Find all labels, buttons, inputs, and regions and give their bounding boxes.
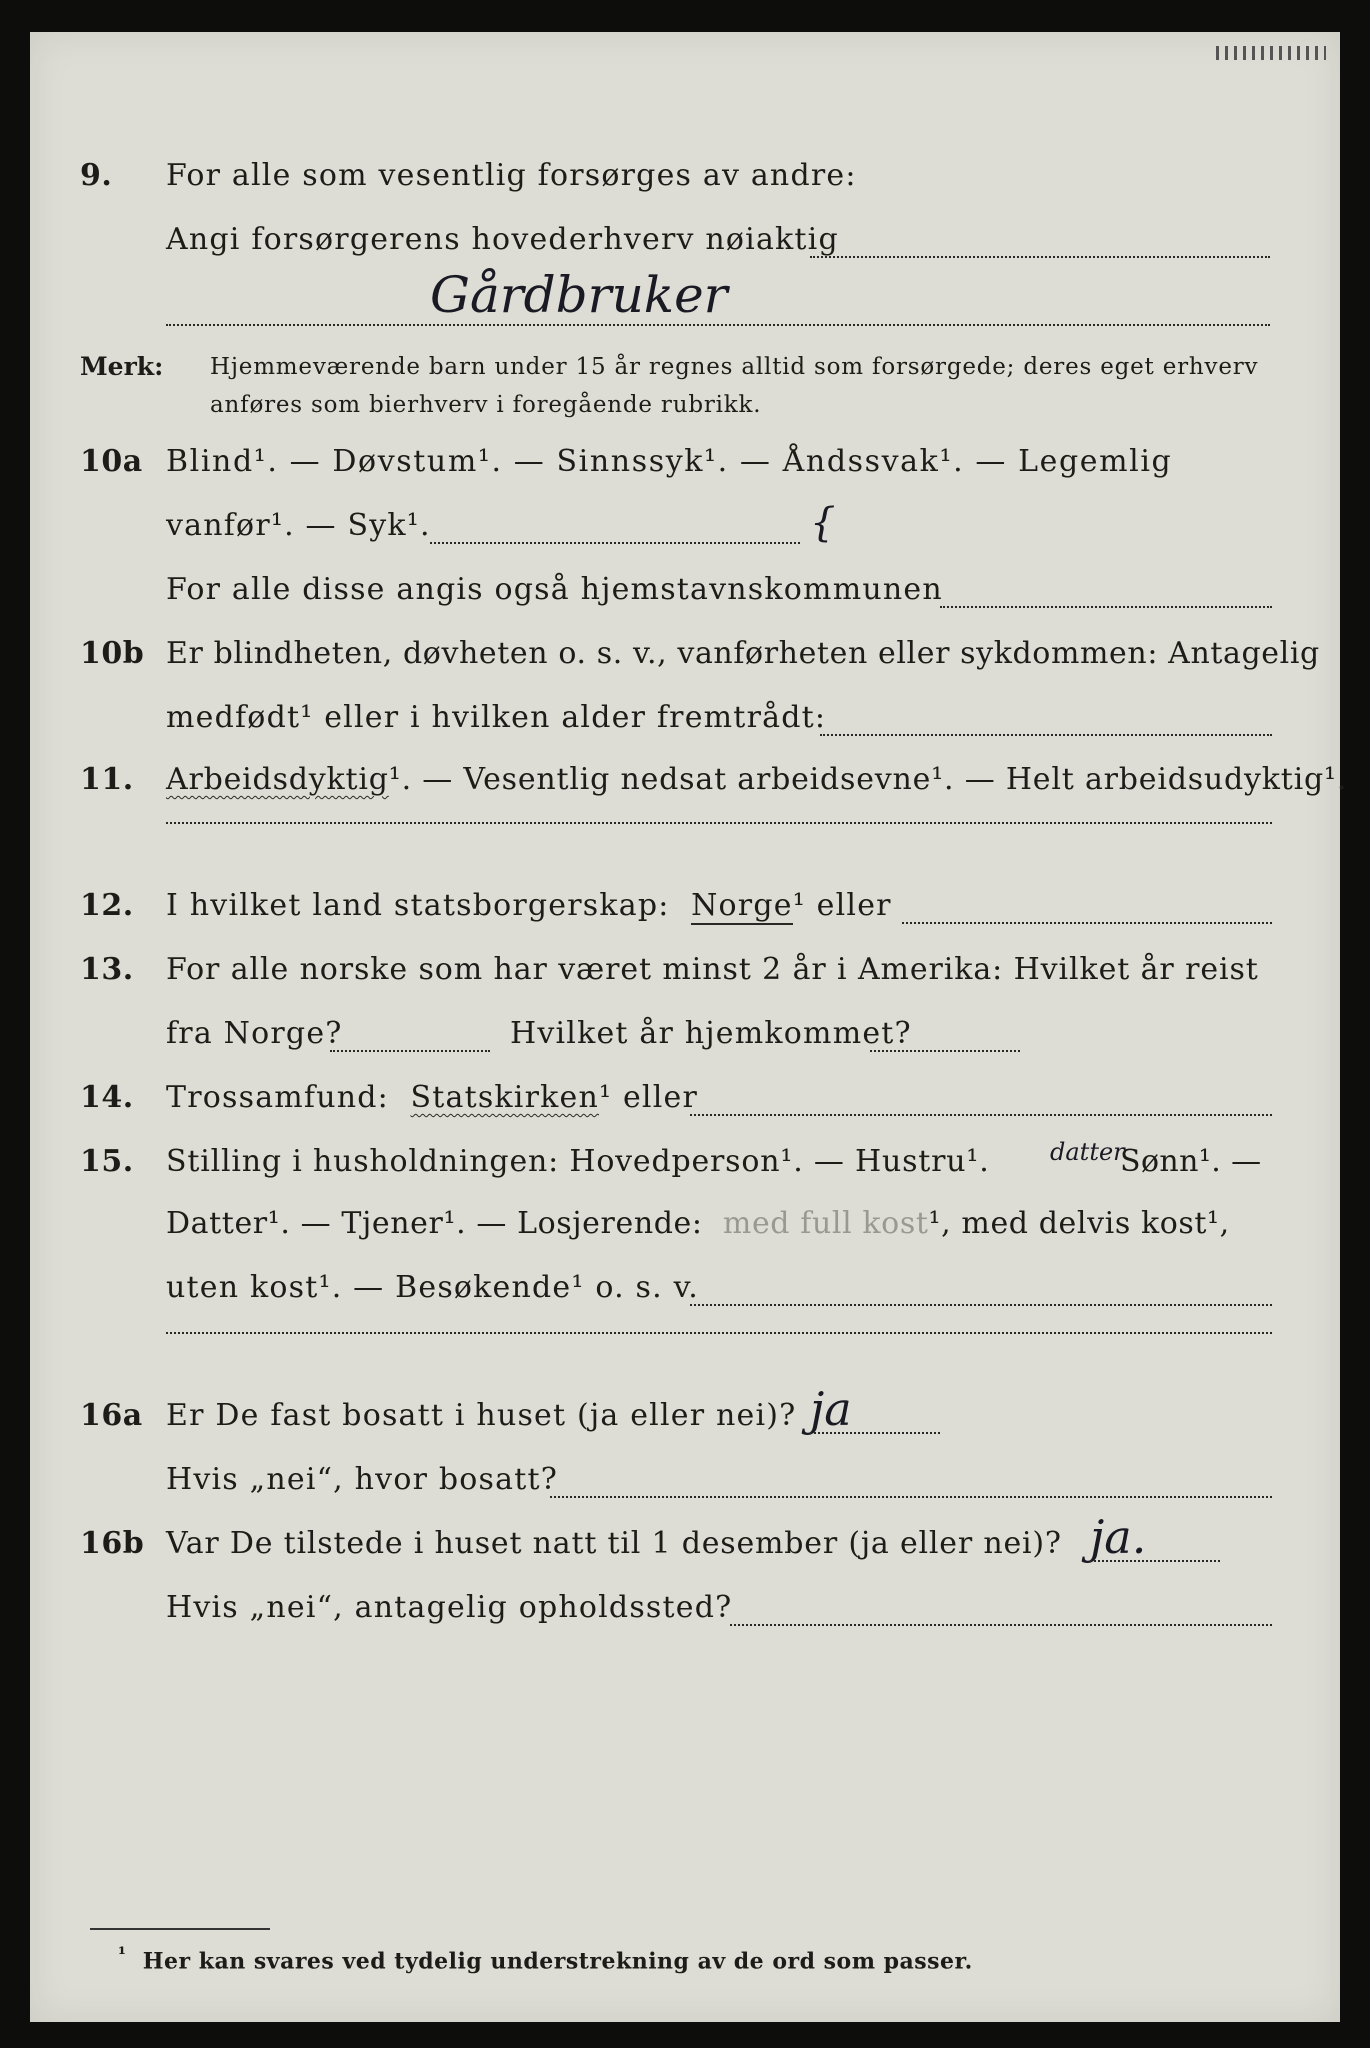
question-number: 11.	[80, 762, 134, 797]
question-15-line3	[30, 1262, 1340, 1318]
question-text	[166, 1080, 698, 1115]
answer-line[interactable]	[902, 922, 1272, 924]
question-15-line2	[30, 1198, 1340, 1254]
note-label: Merk:	[80, 352, 164, 381]
question-number: 12.	[80, 888, 134, 923]
selected-option[interactable]: Arbeidsdyktig	[166, 762, 389, 797]
question-16b	[30, 1510, 1340, 1574]
question-9	[30, 150, 1340, 206]
question-text: Angi forsørgerens hovederhverv nøiaktig	[166, 222, 839, 257]
question-text: fra Norge?	[166, 1016, 343, 1051]
question-10a-line3	[30, 564, 1340, 620]
footnote-text: Her kan svares ved tydelig understrekning av de ord som passer.	[142, 1948, 973, 1975]
handwritten-answer: ja	[810, 1382, 852, 1436]
question-text	[166, 1206, 1230, 1241]
question-9-answer	[30, 266, 1340, 328]
question-16a	[30, 1382, 1340, 1446]
answer-line[interactable]	[940, 606, 1272, 608]
question-text: Er blindheten, døvheten o. s. v., vanførheten eller sykdommen: Antagelig	[166, 636, 1320, 671]
question-text: vanfør¹. — Syk¹.	[166, 508, 431, 543]
question-number: 14.	[80, 1080, 134, 1115]
question-text: Hvis „nei“, antagelig opholdssted?	[166, 1590, 733, 1625]
answer-line[interactable]	[166, 1332, 1272, 1334]
question-text: Hvilket år hjemkommet?	[510, 1016, 912, 1051]
question-13-line2	[30, 1008, 1340, 1064]
brace-mark: {	[810, 500, 836, 546]
question-text-pre: Datter¹. — Tjener¹. — Losjerende:	[166, 1206, 703, 1241]
question-number: 13.	[80, 952, 134, 987]
answer-line-reist[interactable]	[330, 1050, 490, 1052]
question-10b-line2	[30, 692, 1340, 748]
question-text: Er De fast bosatt i huset (ja eller nei)?	[166, 1398, 797, 1433]
answer-line[interactable]	[820, 734, 1272, 736]
footnote-mark: ¹	[118, 1944, 127, 1965]
question-text: Var De tilstede i huset natt til 1 desember (ja eller nei)?	[166, 1526, 1062, 1561]
question-text: Sønn¹. —	[1120, 1144, 1262, 1179]
answer-line[interactable]	[810, 1432, 940, 1434]
question-10a	[30, 436, 1340, 492]
question-16a-line2	[30, 1454, 1340, 1510]
question-text: Stilling i husholdningen: Hovedperson¹. — Hustru¹.	[166, 1144, 990, 1179]
question-text-post: ¹ eller	[599, 1080, 699, 1115]
answer-line[interactable]	[1090, 1560, 1220, 1562]
question-text-post: ¹, med delvis kost¹,	[928, 1206, 1230, 1241]
question-number: 9.	[80, 158, 113, 193]
answer-line[interactable]	[690, 1304, 1272, 1306]
struck-option: med full kost	[722, 1206, 929, 1241]
question-10a-line2	[30, 500, 1340, 556]
question-14	[30, 1072, 1340, 1128]
census-form-page	[30, 32, 1348, 2022]
note-text-line2: anføres som bierhverv i foregående rubrikk.	[210, 392, 762, 418]
answer-line[interactable]	[430, 542, 800, 544]
question-text	[166, 762, 1347, 797]
selected-option[interactable]: Statskirken	[410, 1080, 599, 1115]
question-text-post: ¹ eller	[792, 888, 892, 923]
question-15	[30, 1136, 1340, 1192]
question-text: medfødt¹ eller i hvilken alder fremtrådt:	[166, 700, 827, 735]
question-9-line2	[30, 214, 1340, 270]
question-text: Blind¹. — Døvstum¹. — Sinnssyk¹. — Åndssvak¹. — Legemlig	[166, 444, 1173, 479]
question-10b	[30, 628, 1340, 684]
answer-line-hjemkommet[interactable]	[870, 1050, 1020, 1052]
question-11	[30, 754, 1348, 810]
question-number: 16b	[80, 1526, 145, 1561]
question-text: For alle norske som har været minst 2 år i Amerika: Hvilket år reist	[166, 952, 1259, 987]
answer-line[interactable]	[810, 256, 1270, 258]
question-number: 15.	[80, 1144, 134, 1179]
question-number: 16a	[80, 1398, 143, 1433]
handwritten-answer: Gårdbruker	[430, 266, 728, 324]
answer-line[interactable]	[166, 324, 1270, 326]
question-text: For alle disse angis også hjemstavnskommunen	[166, 572, 943, 607]
edge-ruler-mark	[1216, 46, 1326, 60]
question-text	[166, 888, 892, 923]
selected-option[interactable]: Norge	[691, 888, 793, 923]
question-text-pre: Trossamfund:	[166, 1080, 389, 1115]
question-13	[30, 944, 1340, 1000]
handwritten-note: datter	[1050, 1138, 1125, 1166]
question-text-rest: ¹. — Vesentlig nedsat arbeidsevne¹. — Helt arbeidsudyktig¹.	[388, 762, 1348, 797]
answer-line[interactable]	[690, 1114, 1272, 1116]
question-text-pre: I hvilket land statsborgerskap:	[166, 888, 670, 923]
note-text-line1: Hjemmeværende barn under 15 år regnes alltid som forsørgede; deres eget erhverv	[210, 354, 1259, 380]
question-12	[30, 880, 1340, 936]
answer-line[interactable]	[730, 1624, 1272, 1626]
footnote-rule	[90, 1928, 270, 1930]
answer-line[interactable]	[550, 1496, 1272, 1498]
question-16b-line2	[30, 1582, 1340, 1638]
question-number: 10b	[80, 636, 145, 671]
question-text: uten kost¹. — Besøkende¹ o. s. v.	[166, 1270, 699, 1305]
question-text: Hvis „nei“, hvor bosatt?	[166, 1462, 559, 1497]
question-number: 10a	[80, 444, 143, 479]
answer-line[interactable]	[166, 822, 1272, 824]
question-text: For alle som vesentlig forsørges av andre:	[166, 158, 857, 193]
handwritten-answer: ja.	[1090, 1510, 1147, 1564]
footnote	[118, 1944, 973, 1974]
